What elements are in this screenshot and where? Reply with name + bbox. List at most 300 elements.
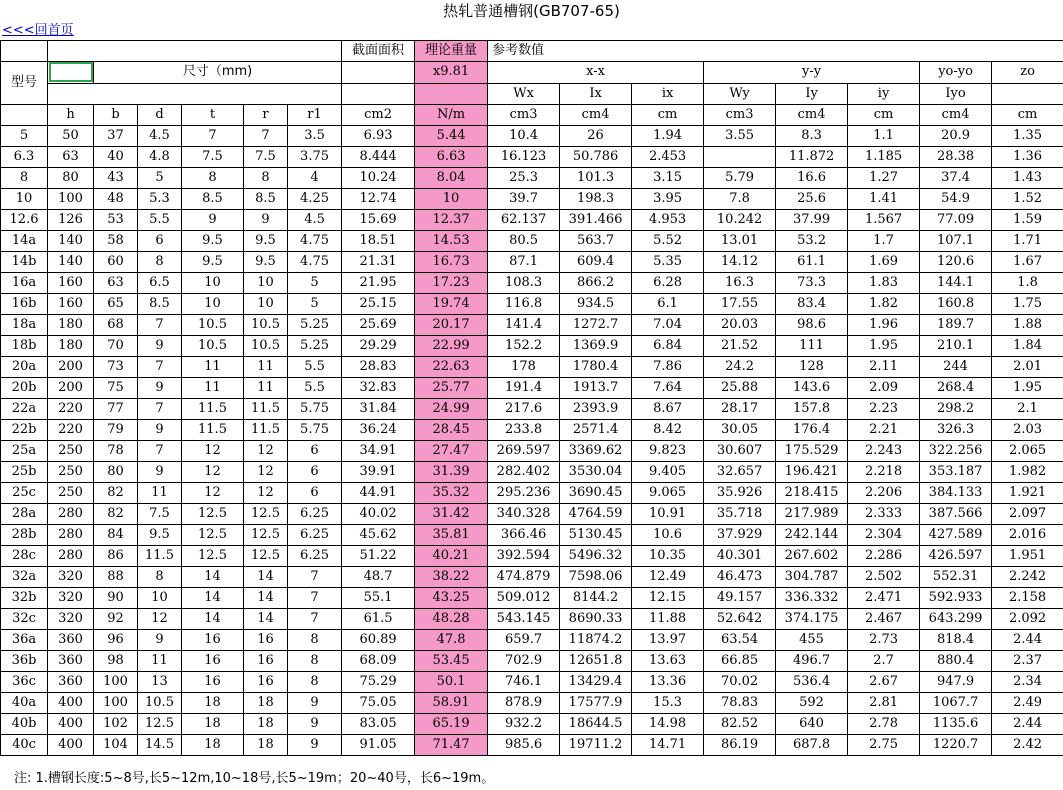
model-cell[interactable]: 40b bbox=[1, 713, 48, 734]
model-cell[interactable]: 12.6 bbox=[1, 209, 48, 230]
data-cell[interactable]: 73.3 bbox=[776, 272, 848, 293]
data-cell[interactable]: 2.67 bbox=[848, 671, 920, 692]
data-cell[interactable]: 4.75 bbox=[288, 251, 342, 272]
data-cell[interactable]: 1220.7 bbox=[920, 734, 992, 755]
data-cell[interactable]: 18 bbox=[244, 713, 288, 734]
data-cell[interactable]: 15.3 bbox=[632, 692, 704, 713]
data-cell[interactable]: 43 bbox=[94, 167, 138, 188]
data-cell[interactable]: 1.185 bbox=[848, 146, 920, 167]
weight-cell[interactable]: 35.81 bbox=[415, 524, 488, 545]
data-cell[interactable]: 78.83 bbox=[704, 692, 776, 713]
data-cell[interactable]: 13.97 bbox=[632, 629, 704, 650]
data-cell[interactable]: 200 bbox=[48, 377, 94, 398]
data-cell[interactable]: 320 bbox=[48, 608, 94, 629]
data-cell[interactable]: 304.787 bbox=[776, 566, 848, 587]
data-cell[interactable]: 10.5 bbox=[244, 314, 288, 335]
data-cell[interactable]: 2.016 bbox=[992, 524, 1063, 545]
data-cell[interactable]: 7.8 bbox=[704, 188, 776, 209]
data-cell[interactable]: 12 bbox=[182, 482, 244, 503]
data-cell[interactable]: 178 bbox=[488, 356, 560, 377]
data-cell[interactable]: 1.8 bbox=[992, 272, 1063, 293]
data-cell[interactable]: 9.5 bbox=[182, 251, 244, 272]
data-cell[interactable]: 50 bbox=[48, 125, 94, 146]
data-cell[interactable]: 11.5 bbox=[182, 419, 244, 440]
data-cell[interactable]: 5 bbox=[288, 272, 342, 293]
data-cell[interactable]: 1067.7 bbox=[920, 692, 992, 713]
data-cell[interactable]: 12 bbox=[244, 440, 288, 461]
data-cell[interactable]: 295.236 bbox=[488, 482, 560, 503]
data-cell[interactable]: 16 bbox=[182, 650, 244, 671]
data-cell[interactable]: 1.95 bbox=[992, 377, 1063, 398]
data-cell[interactable]: 1.84 bbox=[992, 335, 1063, 356]
data-cell[interactable]: 12.15 bbox=[632, 587, 704, 608]
data-cell[interactable]: 39.7 bbox=[488, 188, 560, 209]
data-cell[interactable]: 3.5 bbox=[288, 125, 342, 146]
data-cell[interactable]: 934.5 bbox=[560, 293, 632, 314]
data-cell[interactable]: 12651.8 bbox=[560, 650, 632, 671]
weight-cell[interactable]: 16.73 bbox=[415, 251, 488, 272]
data-cell[interactable]: 30.607 bbox=[704, 440, 776, 461]
data-cell[interactable]: 13.01 bbox=[704, 230, 776, 251]
data-cell[interactable]: 282.402 bbox=[488, 461, 560, 482]
data-cell[interactable]: 1.95 bbox=[848, 335, 920, 356]
data-cell[interactable]: 391.466 bbox=[560, 209, 632, 230]
data-cell[interactable]: 5.25 bbox=[288, 335, 342, 356]
data-cell[interactable]: 79 bbox=[94, 419, 138, 440]
data-cell[interactable]: 37.929 bbox=[704, 524, 776, 545]
model-cell[interactable]: 32a bbox=[1, 566, 48, 587]
data-cell[interactable]: 11874.2 bbox=[560, 629, 632, 650]
data-cell[interactable]: 242.144 bbox=[776, 524, 848, 545]
data-cell[interactable]: 5.25 bbox=[288, 314, 342, 335]
data-cell[interactable]: 2.206 bbox=[848, 482, 920, 503]
data-cell[interactable]: 13 bbox=[138, 671, 182, 692]
weight-cell[interactable]: 35.32 bbox=[415, 482, 488, 503]
data-cell[interactable]: 7.64 bbox=[632, 377, 704, 398]
data-cell[interactable]: 210.1 bbox=[920, 335, 992, 356]
data-cell[interactable]: 196.421 bbox=[776, 461, 848, 482]
weight-cell[interactable]: 14.53 bbox=[415, 230, 488, 251]
data-cell[interactable]: 37 bbox=[94, 125, 138, 146]
data-cell[interactable]: 10.6 bbox=[632, 524, 704, 545]
data-cell[interactable]: 14 bbox=[182, 608, 244, 629]
data-cell[interactable]: 2.78 bbox=[848, 713, 920, 734]
data-cell[interactable]: 947.9 bbox=[920, 671, 992, 692]
data-cell[interactable]: 4.953 bbox=[632, 209, 704, 230]
data-cell[interactable]: 474.879 bbox=[488, 566, 560, 587]
data-cell[interactable]: 34.91 bbox=[342, 440, 415, 461]
data-cell[interactable]: 141.4 bbox=[488, 314, 560, 335]
data-cell[interactable]: 6.1 bbox=[632, 293, 704, 314]
data-cell[interactable]: 14.5 bbox=[138, 734, 182, 755]
data-cell[interactable]: 9 bbox=[138, 461, 182, 482]
data-cell[interactable]: 35.718 bbox=[704, 503, 776, 524]
model-cell[interactable]: 14a bbox=[1, 230, 48, 251]
data-cell[interactable]: 2.471 bbox=[848, 587, 920, 608]
weight-cell[interactable]: 17.23 bbox=[415, 272, 488, 293]
data-cell[interactable]: 37.99 bbox=[776, 209, 848, 230]
data-cell[interactable]: 98.6 bbox=[776, 314, 848, 335]
data-cell[interactable]: 144.1 bbox=[920, 272, 992, 293]
data-cell[interactable]: 2.75 bbox=[848, 734, 920, 755]
data-cell[interactable]: 25.3 bbox=[488, 167, 560, 188]
data-cell[interactable]: 2.097 bbox=[992, 503, 1063, 524]
data-cell[interactable]: 1.1 bbox=[848, 125, 920, 146]
data-cell[interactable]: 3.95 bbox=[632, 188, 704, 209]
data-cell[interactable]: 384.133 bbox=[920, 482, 992, 503]
data-cell[interactable]: 9.823 bbox=[632, 440, 704, 461]
data-cell[interactable]: 14.71 bbox=[632, 734, 704, 755]
data-cell[interactable]: 98 bbox=[94, 650, 138, 671]
data-cell[interactable]: 14.12 bbox=[704, 251, 776, 272]
data-cell[interactable]: 2.37 bbox=[992, 650, 1063, 671]
data-cell[interactable]: 82 bbox=[94, 482, 138, 503]
data-cell[interactable]: 6.5 bbox=[138, 272, 182, 293]
data-cell[interactable]: 4 bbox=[288, 167, 342, 188]
data-cell[interactable]: 7598.06 bbox=[560, 566, 632, 587]
data-cell[interactable]: 1.35 bbox=[992, 125, 1063, 146]
data-cell[interactable]: 3.75 bbox=[288, 146, 342, 167]
data-cell[interactable]: 11.5 bbox=[244, 398, 288, 419]
data-cell[interactable]: 63 bbox=[48, 146, 94, 167]
data-cell[interactable]: 18 bbox=[182, 692, 244, 713]
model-cell[interactable]: 22b bbox=[1, 419, 48, 440]
data-cell[interactable]: 2.81 bbox=[848, 692, 920, 713]
data-cell[interactable]: 250 bbox=[48, 482, 94, 503]
data-cell[interactable]: 3690.45 bbox=[560, 482, 632, 503]
data-cell[interactable]: 14 bbox=[244, 587, 288, 608]
model-cell[interactable]: 32b bbox=[1, 587, 48, 608]
data-cell[interactable]: 1.567 bbox=[848, 209, 920, 230]
data-cell[interactable]: 13.36 bbox=[632, 671, 704, 692]
selected-cell[interactable] bbox=[48, 62, 94, 84]
data-cell[interactable]: 2.34 bbox=[992, 671, 1063, 692]
data-cell[interactable]: 157.8 bbox=[776, 398, 848, 419]
data-cell[interactable]: 189.7 bbox=[920, 314, 992, 335]
data-cell[interactable]: 592.933 bbox=[920, 587, 992, 608]
data-cell[interactable]: 400 bbox=[48, 692, 94, 713]
data-cell[interactable]: 2.11 bbox=[848, 356, 920, 377]
model-cell[interactable]: 8 bbox=[1, 167, 48, 188]
data-cell[interactable]: 1.52 bbox=[992, 188, 1063, 209]
data-cell[interactable]: 1.96 bbox=[848, 314, 920, 335]
data-cell[interactable]: 90 bbox=[94, 587, 138, 608]
data-cell[interactable]: 6.84 bbox=[632, 335, 704, 356]
data-cell[interactable]: 58 bbox=[94, 230, 138, 251]
data-cell[interactable]: 7 bbox=[138, 440, 182, 461]
data-cell[interactable]: 320 bbox=[48, 566, 94, 587]
data-cell[interactable]: 91.05 bbox=[342, 734, 415, 755]
weight-cell[interactable]: 50.1 bbox=[415, 671, 488, 692]
data-cell[interactable]: 8 bbox=[138, 566, 182, 587]
data-cell[interactable]: 8 bbox=[138, 251, 182, 272]
data-cell[interactable]: 63 bbox=[94, 272, 138, 293]
data-cell[interactable]: 336.332 bbox=[776, 587, 848, 608]
data-cell[interactable]: 5.79 bbox=[704, 167, 776, 188]
data-cell[interactable]: 1135.6 bbox=[920, 713, 992, 734]
data-cell[interactable]: 5.5 bbox=[288, 377, 342, 398]
data-cell[interactable]: 6.25 bbox=[288, 524, 342, 545]
data-cell[interactable]: 16.3 bbox=[704, 272, 776, 293]
data-cell[interactable]: 7 bbox=[288, 587, 342, 608]
data-cell[interactable]: 8.5 bbox=[182, 188, 244, 209]
model-cell[interactable]: 28b bbox=[1, 524, 48, 545]
data-cell[interactable]: 11.5 bbox=[182, 398, 244, 419]
data-cell[interactable]: 455 bbox=[776, 629, 848, 650]
data-cell[interactable]: 48.7 bbox=[342, 566, 415, 587]
data-cell[interactable]: 13429.4 bbox=[560, 671, 632, 692]
data-cell[interactable]: 267.602 bbox=[776, 545, 848, 566]
data-cell[interactable]: 268.4 bbox=[920, 377, 992, 398]
data-cell[interactable]: 5.5 bbox=[288, 356, 342, 377]
data-cell[interactable]: 49.157 bbox=[704, 587, 776, 608]
data-cell[interactable]: 563.7 bbox=[560, 230, 632, 251]
data-cell[interactable]: 102 bbox=[94, 713, 138, 734]
model-cell[interactable]: 36a bbox=[1, 629, 48, 650]
data-cell[interactable]: 6.93 bbox=[342, 125, 415, 146]
data-cell[interactable]: 8144.2 bbox=[560, 587, 632, 608]
data-cell[interactable]: 12.5 bbox=[244, 503, 288, 524]
data-cell[interactable]: 366.46 bbox=[488, 524, 560, 545]
data-cell[interactable]: 6 bbox=[288, 482, 342, 503]
data-cell[interactable]: 86 bbox=[94, 545, 138, 566]
data-cell[interactable]: 20.03 bbox=[704, 314, 776, 335]
data-cell[interactable]: 16.123 bbox=[488, 146, 560, 167]
data-cell[interactable]: 2.03 bbox=[992, 419, 1063, 440]
data-cell[interactable]: 75.05 bbox=[342, 692, 415, 713]
model-cell[interactable]: 25b bbox=[1, 461, 48, 482]
data-cell[interactable]: 10.5 bbox=[244, 335, 288, 356]
data-cell[interactable]: 1.94 bbox=[632, 125, 704, 146]
data-cell[interactable]: 1.36 bbox=[992, 146, 1063, 167]
data-cell[interactable]: 9.5 bbox=[244, 230, 288, 251]
data-cell[interactable]: 12.5 bbox=[244, 524, 288, 545]
data-cell[interactable]: 2.42 bbox=[992, 734, 1063, 755]
data-cell[interactable]: 9.405 bbox=[632, 461, 704, 482]
data-cell[interactable]: 96 bbox=[94, 629, 138, 650]
data-cell[interactable]: 40 bbox=[94, 146, 138, 167]
data-cell[interactable]: 1.41 bbox=[848, 188, 920, 209]
data-cell[interactable]: 643.299 bbox=[920, 608, 992, 629]
data-cell[interactable]: 11.88 bbox=[632, 608, 704, 629]
data-cell[interactable]: 12 bbox=[182, 461, 244, 482]
data-cell[interactable]: 9 bbox=[138, 629, 182, 650]
data-cell[interactable]: 1780.4 bbox=[560, 356, 632, 377]
data-cell[interactable]: 2.158 bbox=[992, 587, 1063, 608]
data-cell[interactable]: 8 bbox=[244, 167, 288, 188]
data-cell[interactable]: 217.6 bbox=[488, 398, 560, 419]
data-cell[interactable]: 400 bbox=[48, 713, 94, 734]
data-cell[interactable]: 2.286 bbox=[848, 545, 920, 566]
data-cell[interactable]: 7 bbox=[288, 608, 342, 629]
data-cell[interactable]: 4.8 bbox=[138, 146, 182, 167]
data-cell[interactable]: 2.49 bbox=[992, 692, 1063, 713]
data-cell[interactable]: 5.75 bbox=[288, 419, 342, 440]
weight-cell[interactable]: 40.21 bbox=[415, 545, 488, 566]
data-cell[interactable]: 45.62 bbox=[342, 524, 415, 545]
model-cell[interactable]: 18a bbox=[1, 314, 48, 335]
model-cell[interactable]: 5 bbox=[1, 125, 48, 146]
data-cell[interactable]: 80 bbox=[48, 167, 94, 188]
data-cell[interactable]: 10.242 bbox=[704, 209, 776, 230]
data-cell[interactable]: 10 bbox=[182, 272, 244, 293]
data-cell[interactable]: 13.63 bbox=[632, 650, 704, 671]
data-cell[interactable]: 2.44 bbox=[992, 629, 1063, 650]
data-cell[interactable]: 12 bbox=[182, 440, 244, 461]
data-cell[interactable]: 18 bbox=[244, 692, 288, 713]
data-cell[interactable]: 25.69 bbox=[342, 314, 415, 335]
data-cell[interactable]: 609.4 bbox=[560, 251, 632, 272]
data-cell[interactable]: 269.597 bbox=[488, 440, 560, 461]
data-cell[interactable]: 5.5 bbox=[138, 209, 182, 230]
data-cell[interactable]: 11 bbox=[244, 377, 288, 398]
data-cell[interactable]: 8.444 bbox=[342, 146, 415, 167]
data-cell[interactable]: 2.243 bbox=[848, 440, 920, 461]
data-cell[interactable]: 2.092 bbox=[992, 608, 1063, 629]
data-cell[interactable]: 2.065 bbox=[992, 440, 1063, 461]
data-cell[interactable]: 12.49 bbox=[632, 566, 704, 587]
data-cell[interactable]: 12.5 bbox=[244, 545, 288, 566]
data-cell[interactable]: 509.012 bbox=[488, 587, 560, 608]
data-cell[interactable]: 250 bbox=[48, 461, 94, 482]
data-cell[interactable]: 360 bbox=[48, 671, 94, 692]
data-cell[interactable]: 5.35 bbox=[632, 251, 704, 272]
data-cell[interactable]: 65 bbox=[94, 293, 138, 314]
data-cell[interactable]: 37.4 bbox=[920, 167, 992, 188]
data-cell[interactable]: 61.1 bbox=[776, 251, 848, 272]
data-cell[interactable]: 40.301 bbox=[704, 545, 776, 566]
data-cell[interactable]: 1.75 bbox=[992, 293, 1063, 314]
weight-cell[interactable]: 47.8 bbox=[415, 629, 488, 650]
data-cell[interactable] bbox=[704, 146, 776, 167]
data-cell[interactable]: 1.951 bbox=[992, 545, 1063, 566]
model-cell[interactable]: 18b bbox=[1, 335, 48, 356]
model-cell[interactable]: 28a bbox=[1, 503, 48, 524]
data-cell[interactable]: 1913.7 bbox=[560, 377, 632, 398]
data-cell[interactable]: 6.25 bbox=[288, 545, 342, 566]
data-cell[interactable]: 2.23 bbox=[848, 398, 920, 419]
data-cell[interactable]: 54.9 bbox=[920, 188, 992, 209]
weight-cell[interactable]: 24.99 bbox=[415, 398, 488, 419]
data-cell[interactable]: 5.75 bbox=[288, 398, 342, 419]
data-cell[interactable]: 2.21 bbox=[848, 419, 920, 440]
data-cell[interactable]: 28.38 bbox=[920, 146, 992, 167]
data-cell[interactable]: 2.09 bbox=[848, 377, 920, 398]
model-cell[interactable]: 40c bbox=[1, 734, 48, 755]
data-cell[interactable]: 9.065 bbox=[632, 482, 704, 503]
data-cell[interactable]: 84 bbox=[94, 524, 138, 545]
data-cell[interactable]: 7 bbox=[138, 314, 182, 335]
data-cell[interactable]: 1.67 bbox=[992, 251, 1063, 272]
data-cell[interactable]: 73 bbox=[94, 356, 138, 377]
data-cell[interactable]: 1.7 bbox=[848, 230, 920, 251]
weight-cell[interactable]: 38.22 bbox=[415, 566, 488, 587]
data-cell[interactable]: 35.926 bbox=[704, 482, 776, 503]
data-cell[interactable]: 14.98 bbox=[632, 713, 704, 734]
data-cell[interactable]: 340.328 bbox=[488, 503, 560, 524]
data-cell[interactable]: 866.2 bbox=[560, 272, 632, 293]
data-cell[interactable]: 374.175 bbox=[776, 608, 848, 629]
data-cell[interactable]: 12.5 bbox=[182, 524, 244, 545]
data-cell[interactable]: 21.95 bbox=[342, 272, 415, 293]
data-cell[interactable]: 217.989 bbox=[776, 503, 848, 524]
data-cell[interactable]: 9 bbox=[288, 692, 342, 713]
data-cell[interactable]: 12.74 bbox=[342, 188, 415, 209]
data-cell[interactable]: 20.9 bbox=[920, 125, 992, 146]
data-cell[interactable]: 10 bbox=[182, 293, 244, 314]
data-cell[interactable]: 280 bbox=[48, 524, 94, 545]
data-cell[interactable]: 2.467 bbox=[848, 608, 920, 629]
data-cell[interactable]: 143.6 bbox=[776, 377, 848, 398]
data-cell[interactable]: 496.7 bbox=[776, 650, 848, 671]
data-cell[interactable]: 10.5 bbox=[182, 314, 244, 335]
data-cell[interactable]: 543.145 bbox=[488, 608, 560, 629]
model-cell[interactable]: 36b bbox=[1, 650, 48, 671]
data-cell[interactable]: 1.71 bbox=[992, 230, 1063, 251]
data-cell[interactable]: 932.2 bbox=[488, 713, 560, 734]
data-cell[interactable]: 9 bbox=[244, 209, 288, 230]
data-cell[interactable]: 985.6 bbox=[488, 734, 560, 755]
data-cell[interactable]: 640 bbox=[776, 713, 848, 734]
weight-cell[interactable]: 8.04 bbox=[415, 167, 488, 188]
data-cell[interactable]: 116.8 bbox=[488, 293, 560, 314]
data-cell[interactable]: 2.73 bbox=[848, 629, 920, 650]
weight-cell[interactable]: 22.99 bbox=[415, 335, 488, 356]
data-cell[interactable]: 77.09 bbox=[920, 209, 992, 230]
home-link[interactable]: <<<回首页 bbox=[2, 23, 74, 38]
data-cell[interactable]: 298.2 bbox=[920, 398, 992, 419]
data-cell[interactable]: 12 bbox=[244, 461, 288, 482]
data-cell[interactable]: 592 bbox=[776, 692, 848, 713]
data-cell[interactable]: 5.52 bbox=[632, 230, 704, 251]
data-cell[interactable]: 392.594 bbox=[488, 545, 560, 566]
data-cell[interactable]: 8690.33 bbox=[560, 608, 632, 629]
data-cell[interactable]: 10.91 bbox=[632, 503, 704, 524]
data-cell[interactable]: 2.1 bbox=[992, 398, 1063, 419]
data-cell[interactable]: 233.8 bbox=[488, 419, 560, 440]
data-cell[interactable]: 3.15 bbox=[632, 167, 704, 188]
data-cell[interactable]: 10 bbox=[244, 272, 288, 293]
data-cell[interactable]: 10.35 bbox=[632, 545, 704, 566]
data-cell[interactable]: 176.4 bbox=[776, 419, 848, 440]
data-cell[interactable]: 70 bbox=[94, 335, 138, 356]
data-cell[interactable]: 220 bbox=[48, 419, 94, 440]
model-cell[interactable]: 16a bbox=[1, 272, 48, 293]
data-cell[interactable]: 536.4 bbox=[776, 671, 848, 692]
data-cell[interactable]: 70.02 bbox=[704, 671, 776, 692]
data-cell[interactable]: 128 bbox=[776, 356, 848, 377]
data-cell[interactable]: 18 bbox=[182, 713, 244, 734]
data-cell[interactable]: 687.8 bbox=[776, 734, 848, 755]
data-cell[interactable]: 140 bbox=[48, 230, 94, 251]
data-cell[interactable]: 100 bbox=[48, 188, 94, 209]
data-cell[interactable]: 55.1 bbox=[342, 587, 415, 608]
data-cell[interactable]: 353.187 bbox=[920, 461, 992, 482]
data-cell[interactable]: 11 bbox=[138, 482, 182, 503]
data-cell[interactable]: 16 bbox=[182, 629, 244, 650]
data-cell[interactable]: 5 bbox=[288, 293, 342, 314]
data-cell[interactable]: 8 bbox=[288, 671, 342, 692]
data-cell[interactable]: 4.75 bbox=[288, 230, 342, 251]
data-cell[interactable]: 2.453 bbox=[632, 146, 704, 167]
data-cell[interactable]: 16 bbox=[244, 650, 288, 671]
data-cell[interactable]: 61.5 bbox=[342, 608, 415, 629]
data-cell[interactable]: 77 bbox=[94, 398, 138, 419]
weight-cell[interactable]: 19.74 bbox=[415, 293, 488, 314]
data-cell[interactable]: 2.01 bbox=[992, 356, 1063, 377]
data-cell[interactable]: 8.5 bbox=[138, 293, 182, 314]
data-cell[interactable]: 746.1 bbox=[488, 671, 560, 692]
